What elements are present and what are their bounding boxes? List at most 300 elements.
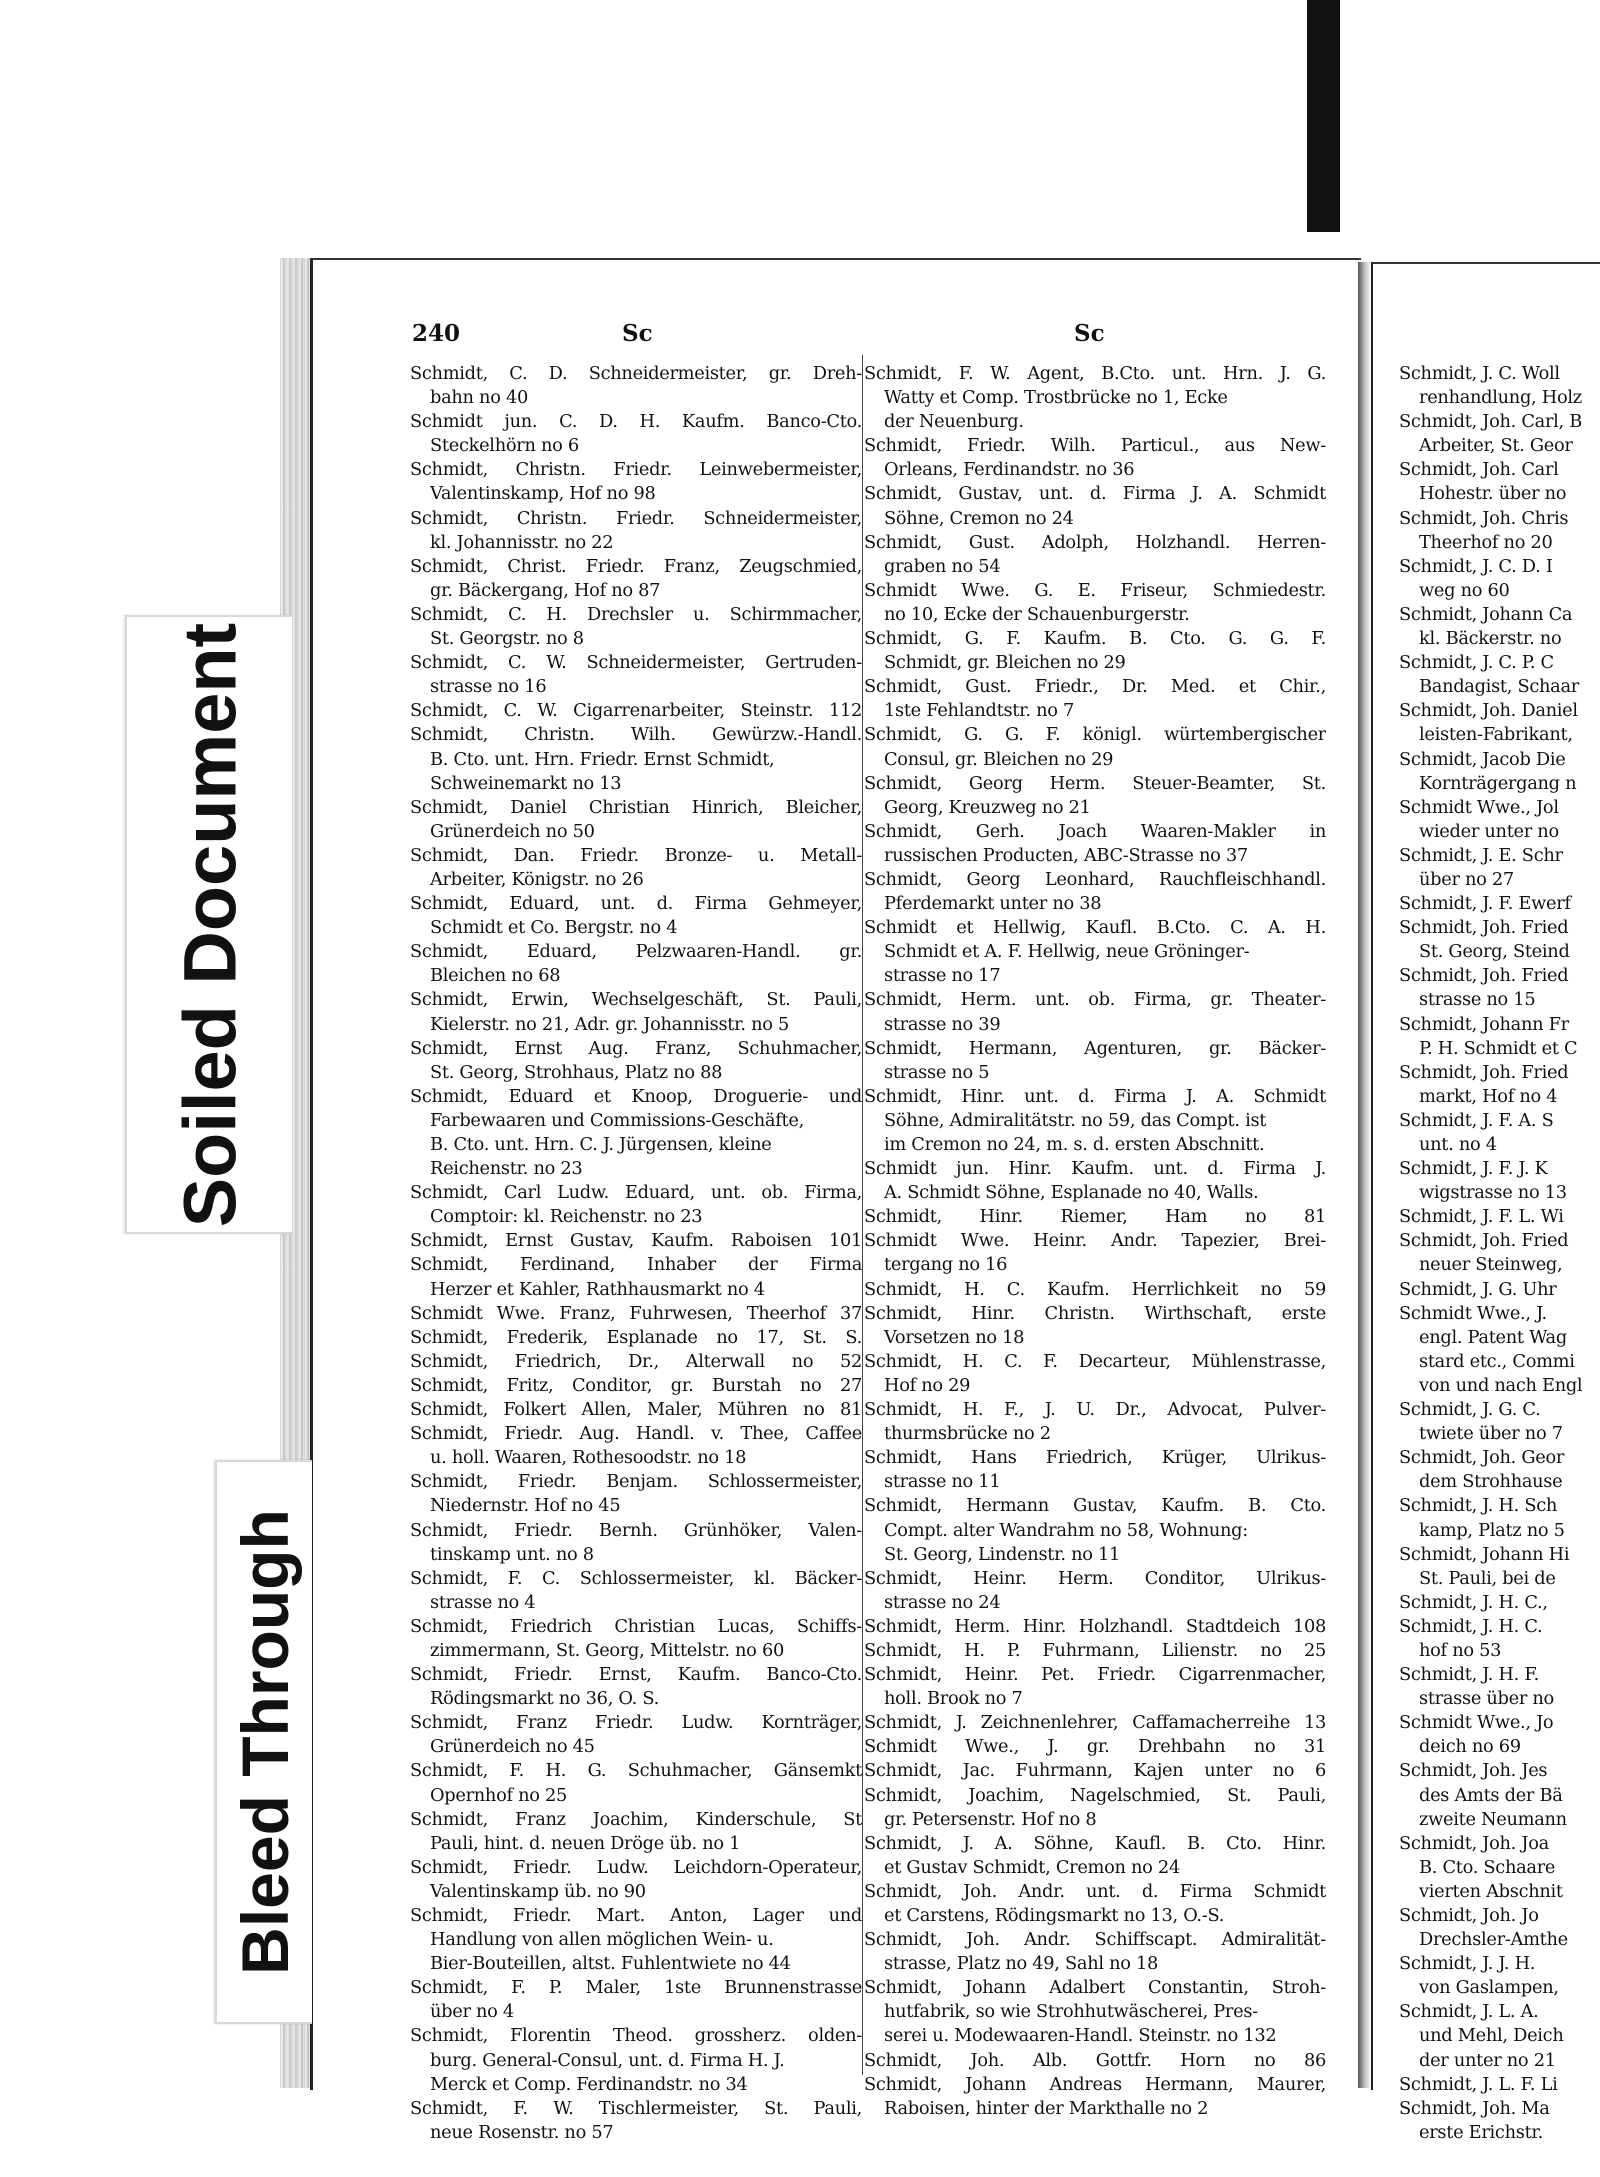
entry-line: Schmidt, C. D. Schneidermeister, gr. Dreh- <box>410 363 862 384</box>
entry-continuation: von Gaslampen, <box>1419 1977 1559 1999</box>
directory-entry <box>410 555 862 603</box>
entry-line: Schmidt, J. A. Söhne, Kaufl. B. Cto. Hinr. <box>864 1832 1326 1854</box>
entry-line: Schmidt, J. C. Woll <box>1399 363 1560 384</box>
entry-continuation: Consul, gr. Bleichen no 29 <box>884 748 1114 770</box>
entry-line: Schmidt, J. H. C. <box>1399 1615 1543 1637</box>
entry-line: Schmidt, Georg Herm. Steuer-Beamter, St. <box>864 772 1326 794</box>
entry-line: Schmidt, Joh. Andr. unt. d. Firma Schmidt <box>864 1880 1326 1902</box>
directory-entry <box>1399 1350 1600 1374</box>
entry-line: Schmidt, Joh. Fried <box>1399 965 1569 987</box>
entry-line: Schmidt, H. P. Fuhrmann, Lilienstr. no 25 <box>864 1639 1326 1661</box>
book-gutter <box>1358 262 1371 2088</box>
directory-entry <box>864 410 1326 434</box>
entry-continuation: Steckelhörn no 6 <box>430 435 579 457</box>
entry-line: Schmidt, Gustav, unt. d. Firma J. A. Schmidt <box>864 483 1326 505</box>
entry-continuation: renhandlung, Holz <box>1419 387 1582 409</box>
entry-line: Schmidt, Joh. Carl, B <box>1399 411 1583 433</box>
directory-entry <box>864 2073 1326 2121</box>
entry-continuation: Niedernstr. Hof no 45 <box>430 1495 621 1517</box>
directory-entry <box>1399 1109 1600 1157</box>
entry-line: Schmidt, Johann Hi <box>1399 1543 1570 1565</box>
entry-line: Schmidt, Gerh. Joach Waaren-Makler in <box>864 820 1326 842</box>
directory-entry <box>1399 1663 1600 1711</box>
entry-continuation: kl. Johannisstr. no 22 <box>430 531 614 553</box>
entry-line: Schmidt, Jacob Die <box>1399 748 1566 770</box>
entry-continuation: u. holl. Waaren, Rothesoodstr. no 18 <box>430 1447 747 1469</box>
entry-continuation: zimmermann, St. Georg, Mittelstr. no 60 <box>430 1639 784 1661</box>
directory-entry <box>864 1567 1326 1615</box>
entry-line: Schmidt, C. W. Schneidermeister, Gertruden- <box>410 652 862 674</box>
directory-entry <box>864 1784 1326 1832</box>
entry-continuation: strasse no 17 <box>884 965 1001 987</box>
directory-entry <box>1399 1446 1600 1494</box>
directory-entry <box>1399 796 1600 844</box>
book-binding-edge <box>1307 0 1340 232</box>
directory-entry <box>410 603 862 651</box>
entry-line: Schmidt, Franz Friedr. Ludw. Kornträger, <box>410 1712 862 1734</box>
directory-entry <box>410 1229 862 1253</box>
entry-line: Schmidt Wwe. Heinr. Andr. Tapezier, Brei- <box>864 1230 1326 1252</box>
entry-line: Schmidt, Joh. Geor <box>1399 1447 1565 1469</box>
entry-line: Schmidt, Eduard et Knoop, Droguerie- und <box>410 1085 862 1107</box>
directory-entry <box>864 723 1326 771</box>
directory-entry <box>410 1302 862 1326</box>
directory-entry <box>864 1615 1326 1639</box>
directory-entry <box>410 1037 862 1085</box>
directory-entry <box>1399 1374 1600 1398</box>
directory-entry <box>864 820 1326 868</box>
entry-line: Schmidt, Hinr. Christn. Wirthschaft, erste <box>864 1302 1326 1324</box>
entry-continuation: serei u. Modewaaren-Handl. Steinstr. no 132 <box>884 2025 1277 2047</box>
entry-continuation: Merck et Comp. Ferdinandstr. no 34 <box>430 2073 748 2095</box>
entry-continuation: kamp, Platz no 5 <box>1419 1519 1565 1541</box>
entry-continuation: erste Erichstr. <box>1419 2121 1544 2143</box>
entry-line: Schmidt, J. F. A. S <box>1399 1109 1554 1131</box>
column-divider <box>862 355 863 2075</box>
entry-continuation: Opernhof no 25 <box>430 1784 568 1806</box>
entry-continuation: kl. Bäckerstr. no <box>1419 628 1562 650</box>
directory-entry <box>864 1350 1326 1398</box>
entry-line: Schmidt, Hans Friedrich, Krüger, Ulrikus- <box>864 1447 1326 1469</box>
directory-entry <box>1399 1013 1600 1061</box>
entry-line: Schmidt, Herm. unt. ob. Firma, gr. Theater- <box>864 989 1326 1011</box>
entry-continuation: Comptoir: kl. Reichenstr. no 23 <box>430 1206 703 1228</box>
entry-line: Schmidt, Joh. Daniel <box>1399 700 1578 722</box>
entry-continuation: gr. Bäckergang, Hof no 87 <box>430 579 661 601</box>
entry-continuation: B. Cto. unt. Hrn. C. J. Jürgensen, kleine <box>430 1134 772 1155</box>
entry-line: Schmidt, Eduard, Pelzwaaren-Handl. gr. <box>410 941 862 963</box>
directory-entry <box>864 1494 1326 1542</box>
entry-continuation: Kornträgergang n <box>1419 772 1577 794</box>
directory-entry <box>410 1253 862 1301</box>
directory-entry <box>1399 1205 1600 1229</box>
entry-line: Schmidt, Herm. Hinr. Holzhandl. Stadtdeich 108 <box>864 1615 1326 1637</box>
entry-line: Schmidt, Johann Adalbert Constantin, Stroh- <box>864 1977 1326 1999</box>
entry-continuation: über no 4 <box>430 2001 514 2023</box>
entry-line: Schmidt, Heinr. Pet. Friedr. Cigarrenmacher, <box>864 1664 1326 1686</box>
directory-entry <box>1399 2049 1600 2073</box>
entry-continuation: Watty et Comp. Trostbrücke no 1, Ecke <box>884 387 1228 409</box>
directory-entry <box>1399 651 1600 699</box>
entry-continuation: Grünerdeich no 45 <box>430 1736 595 1758</box>
directory-entry <box>410 1856 862 1904</box>
entry-continuation: unt. no 4 <box>1419 1134 1497 1155</box>
entry-continuation: Handlung von allen möglichen Wein- u. <box>430 1929 774 1951</box>
entry-continuation: vierten Abschnit <box>1419 1880 1563 1902</box>
directory-entry <box>1399 892 1600 916</box>
entry-line: Schmidt, Joh. Andr. Schiffscapt. Admiralität- <box>864 1929 1326 1951</box>
directory-entry <box>410 362 862 410</box>
directory-entry <box>1399 1759 1600 1807</box>
directory-entry <box>864 2024 1326 2048</box>
directory-entry <box>864 675 1326 723</box>
entry-continuation: deich no 69 <box>1419 1736 1521 1758</box>
directory-entry <box>1399 1278 1600 1302</box>
entry-line: Schmidt, Eduard, unt. d. Firma Gehmeyer, <box>410 893 862 915</box>
entry-continuation: 1ste Fehlandtstr. no 7 <box>884 700 1075 722</box>
entry-line: Schmidt Wwe., Jo <box>1399 1712 1554 1734</box>
entry-continuation: hof no 53 <box>1419 1639 1502 1661</box>
middle-column <box>864 362 1326 2121</box>
entry-line: Schmidt, F. C. Schlossermeister, kl. Bäcker- <box>410 1567 862 1589</box>
entry-continuation: Orleans, Ferdinandstr. no 36 <box>884 459 1135 481</box>
left-column <box>410 362 862 2145</box>
directory-entry <box>1399 458 1600 506</box>
directory-entry <box>1399 555 1600 603</box>
directory-entry <box>864 1880 1326 1928</box>
directory-entry <box>410 1470 862 1518</box>
entry-continuation: P. H. Schmidt et C <box>1419 1037 1578 1059</box>
soiled-document-tab <box>125 615 292 1234</box>
entry-line: Schmidt, Folkert Allen, Maler, Mühren no 81 <box>410 1399 862 1421</box>
entry-line: Schmidt, Franz Joachim, Kinderschule, St <box>410 1808 862 1830</box>
entry-line: Schmidt, Joh. Fried <box>1399 1061 1569 1083</box>
directory-entry <box>410 699 862 723</box>
entry-continuation: gr. Petersenstr. Hof no 8 <box>884 1808 1097 1830</box>
directory-entry <box>410 796 862 844</box>
entry-line: Schmidt, Fritz, Conditor, gr. Burstah no 27 <box>410 1374 862 1396</box>
entry-line: Schmidt, Joh. Carl <box>1399 459 1559 481</box>
entry-continuation: Valentinskamp üb. no 90 <box>430 1880 646 1902</box>
directory-entry <box>410 844 862 892</box>
entry-line: Schmidt, F. W. Agent, B.Cto. unt. Hrn. J. G. <box>864 363 1326 384</box>
directory-entry <box>864 2049 1326 2073</box>
entry-line: Schmidt, Joh. Jo <box>1399 1905 1539 1926</box>
directory-entry <box>1399 362 1600 410</box>
entry-line: Schmidt, Hermann Gustav, Kaufm. B. Cto. <box>864 1495 1326 1517</box>
directory-entry <box>1399 603 1600 651</box>
directory-entry <box>864 531 1326 579</box>
directory-entry <box>410 651 862 699</box>
entry-continuation: Schmidt et Co. Bergstr. no 4 <box>430 917 678 939</box>
entry-line: Schmidt, J. L. A. <box>1399 2001 1539 2023</box>
entry-continuation: St. Georgstr. no 8 <box>430 628 584 650</box>
entry-continuation: der unter no 21 <box>1419 2049 1556 2071</box>
entry-continuation: neuer Steinweg, <box>1419 1254 1563 1276</box>
entry-continuation: twiete über no 7 <box>1419 1423 1563 1445</box>
directory-entry <box>864 1663 1326 1711</box>
entry-line: Schmidt, Friedr. Wilh. Particul., aus New- <box>864 435 1326 457</box>
soiled-document-label: Soiled Document <box>168 622 251 1227</box>
entry-continuation: des Amts der Bä <box>1419 1784 1563 1806</box>
entry-continuation: markt, Hof no 4 <box>1419 1085 1558 1107</box>
entry-line: Schmidt jun. C. D. H. Kaufm. Banco-Cto. <box>410 411 862 433</box>
entry-continuation: graben no 54 <box>884 555 1001 577</box>
directory-entry <box>1399 844 1600 892</box>
directory-entry <box>864 362 1326 410</box>
entry-line: Schmidt, Johann Ca <box>1399 603 1573 625</box>
directory-entry <box>864 1398 1326 1446</box>
entry-line: Schmidt, Hermann, Agenturen, gr. Bäcker- <box>864 1037 1326 1059</box>
directory-entry <box>864 964 1326 988</box>
entry-line: Schmidt, J. F. Ewerf <box>1399 893 1571 915</box>
directory-entry <box>410 1663 862 1711</box>
entry-line: Schmidt et Hellwig, Kaufl. B.Cto. C. A. H. <box>864 917 1326 939</box>
directory-entry <box>410 1422 862 1470</box>
directory-entry <box>864 1229 1326 1277</box>
entry-line: Schmidt, Heinr. Herm. Conditor, Ulrikus- <box>864 1567 1326 1589</box>
entry-line: Schmidt, Friedr. Benjam. Schlossermeister, <box>410 1471 862 1493</box>
entry-continuation: Rödingsmarkt no 36, O. S. <box>430 1688 659 1710</box>
entry-continuation: holl. Brook no 7 <box>884 1688 1023 1710</box>
entry-continuation: St. Georg, Lindenstr. no 11 <box>884 1543 1121 1565</box>
entry-line: Schmidt, H. F., J. U. Dr., Advocat, Pulver- <box>864 1399 1326 1421</box>
entry-line: Schmidt, Joh. Fried <box>1399 1230 1569 1252</box>
entry-continuation: Schweinemarkt no 13 <box>430 772 622 794</box>
directory-entry <box>864 1157 1326 1205</box>
directory-entry <box>410 1374 862 1398</box>
entry-continuation: tergang no 16 <box>884 1254 1008 1276</box>
directory-entry <box>1399 1952 1600 2000</box>
entry-continuation: St. Georg, Steind <box>1419 941 1570 963</box>
directory-entry <box>1399 1904 1600 1952</box>
directory-entry <box>1399 2073 1600 2097</box>
entry-line: Schmidt, Gust. Adolph, Holzhandl. Herren- <box>864 531 1326 553</box>
entry-continuation: tinskamp unt. no 8 <box>430 1543 594 1565</box>
entry-line: Schmidt, Joachim, Nagelschmied, St. Pauli, <box>864 1784 1326 1806</box>
entry-line: Schmidt, Ernst Gustav, Kaufm. Raboisen 101 <box>410 1230 862 1252</box>
directory-entry <box>410 1711 862 1759</box>
directory-entry <box>1399 2000 1600 2048</box>
entry-line: Schmidt, J. E. Schr <box>1399 844 1563 866</box>
entry-continuation: strasse über no <box>1419 1688 1554 1710</box>
directory-entry <box>410 1326 862 1350</box>
directory-entry <box>864 1832 1326 1880</box>
entry-line: Schmidt, Friedr. Ernst, Kaufm. Banco-Cto. <box>410 1664 862 1686</box>
entry-line: Schmidt Wwe., J. gr. Drehbahn no 31 <box>864 1736 1326 1758</box>
directory-entry <box>864 1759 1326 1783</box>
entry-continuation: Herzer et Kahler, Rathhausmarkt no 4 <box>430 1278 765 1300</box>
entry-line: Schmidt, Ernst Aug. Franz, Schuhmacher, <box>410 1037 862 1059</box>
entry-continuation: bahn no 40 <box>430 387 528 409</box>
directory-entry <box>1399 2097 1600 2145</box>
entry-line: Schmidt, Friedr. Mart. Anton, Lager und <box>410 1905 862 1926</box>
entry-line: Schmidt, J. L. F. Li <box>1399 2073 1558 2095</box>
entry-line: Schmidt, J. H. Sch <box>1399 1495 1558 1517</box>
directory-entry <box>410 892 862 940</box>
entry-continuation: Schmidt, gr. Bleichen no 29 <box>884 652 1126 674</box>
bleed-through-tab <box>215 1460 312 2024</box>
directory-entry <box>864 1446 1326 1494</box>
entry-continuation: strasse no 15 <box>1419 989 1536 1011</box>
entry-line: Schmidt, J. Zeichnenlehrer, Caffamacherreihe 13 <box>864 1712 1326 1734</box>
entry-line: Schmidt, Christn. Friedr. Schneidermeister, <box>410 507 862 529</box>
entry-line: Schmidt, Friedr. Bernh. Grünhöker, Valen- <box>410 1519 862 1541</box>
entry-line: Schmidt, Georg Leonhard, Rauchfleischhandl. <box>864 868 1326 890</box>
directory-entry <box>1399 1543 1600 1591</box>
entry-line: Schmidt, Hinr. unt. d. Firma J. A. Schmidt <box>864 1085 1326 1107</box>
entry-continuation: der Neuenburg. <box>884 411 1024 433</box>
entry-continuation: Söhne, Admiralitätstr. no 59, das Compt. ist <box>884 1109 1267 1131</box>
directory-entry <box>864 1302 1326 1350</box>
entry-continuation: über no 27 <box>1419 868 1514 890</box>
directory-entry <box>864 988 1326 1036</box>
entry-continuation: Söhne, Cremon no 24 <box>884 507 1074 529</box>
entry-continuation: dem Strohhause <box>1419 1471 1563 1493</box>
entry-line: Schmidt jun. Hinr. Kaufm. unt. d. Firma J. <box>864 1158 1326 1180</box>
entry-line: Schmidt, G. F. Kaufm. B. Cto. G. G. F. <box>864 628 1326 650</box>
entry-continuation: et Carstens, Rödingsmarkt no 13, O.-S. <box>884 1905 1225 1926</box>
entry-continuation: Arbeiter, Königstr. no 26 <box>430 868 644 890</box>
entry-continuation: Pferdemarkt unter no 38 <box>884 893 1102 915</box>
directory-entry <box>1399 1398 1600 1446</box>
entry-continuation: B. Cto. Schaare <box>1419 1856 1556 1878</box>
entry-continuation: St. Georg, Strohhaus, Platz no 88 <box>430 1061 723 1083</box>
directory-entry <box>1399 1711 1600 1759</box>
entry-line: Schmidt, J. G. Uhr <box>1399 1278 1557 1300</box>
entry-continuation: strasse no 24 <box>884 1591 1001 1613</box>
directory-entry <box>864 1278 1326 1302</box>
directory-entry <box>410 1398 862 1422</box>
directory-entry <box>864 916 1326 964</box>
entry-line: Schmidt, Joh. Joa <box>1399 1832 1549 1854</box>
entry-continuation: strasse no 5 <box>884 1061 990 1083</box>
entry-continuation: Bandagist, Schaar <box>1419 676 1579 698</box>
directory-entry <box>410 507 862 555</box>
entry-line: Schmidt, Joh. Alb. Gottfr. Horn no 86 <box>864 2049 1326 2071</box>
directory-entry <box>410 1133 862 1157</box>
directory-entry <box>1399 507 1600 555</box>
directory-entry <box>410 1181 862 1229</box>
directory-entry <box>864 1133 1326 1157</box>
directory-entry <box>864 1976 1326 2024</box>
entry-line: Schmidt Wwe., J. <box>1399 1302 1547 1324</box>
entry-line: Schmidt, C. W. Cigarrenarbeiter, Steinstr. 112 <box>410 700 862 722</box>
entry-continuation: wieder unter no <box>1419 820 1559 842</box>
entry-line: Schmidt, Carl Ludw. Eduard, unt. ob. Firma, <box>410 1182 862 1204</box>
entry-line: Schmidt, F. H. G. Schuhmacher, Gänsemkt <box>410 1760 862 1782</box>
entry-continuation: Valentinskamp, Hof no 98 <box>430 483 656 505</box>
entry-continuation: Compt. alter Wandrahm no 58, Wohnung: <box>884 1519 1248 1541</box>
directory-entry <box>410 1904 862 1952</box>
directory-entry <box>864 1735 1326 1759</box>
directory-entry <box>1399 1061 1600 1109</box>
entry-line: Schmidt, Jac. Fuhrmann, Kajen unter no 6 <box>864 1760 1326 1782</box>
entry-continuation: im Cremon no 24, m. s. d. ersten Abschnitt. <box>884 1134 1265 1155</box>
entry-line: Schmidt, Joh. Jes <box>1399 1760 1548 1782</box>
entry-line: Schmidt, Frederik, Esplanade no 17, St. S. <box>410 1326 862 1348</box>
directory-entry <box>864 772 1326 820</box>
directory-entry <box>410 940 862 988</box>
directory-entry <box>1399 1157 1600 1205</box>
entry-continuation: Bleichen no 68 <box>430 965 561 987</box>
directory-entry <box>1399 1302 1600 1350</box>
directory-entry <box>864 482 1326 530</box>
entry-line: Schmidt Wwe. Franz, Fuhrwesen, Theerhof 37 <box>410 1302 862 1324</box>
entry-continuation: Reichenstr. no 23 <box>430 1158 583 1180</box>
directory-entry <box>410 723 862 771</box>
bleed-through-label: Bleed Through <box>227 1509 302 1975</box>
entry-line: Schmidt, Dan. Friedr. Bronze- u. Metall- <box>410 844 862 866</box>
entry-continuation: Hof no 29 <box>884 1374 971 1396</box>
entry-continuation: strasse no 39 <box>884 1013 1001 1035</box>
entry-continuation: Arbeiter, St. Geor <box>1419 435 1573 457</box>
entry-line: Schmidt Wwe. G. E. Friseur, Schmiedestr. <box>864 579 1326 601</box>
entry-continuation: strasse, Platz no 49, Sahl no 18 <box>884 1953 1159 1975</box>
entry-line: Schmidt, J. J. H. <box>1399 1953 1536 1975</box>
entry-line: Schmidt, Friedrich, Dr., Alterwall no 52 <box>410 1350 862 1372</box>
directory-entry <box>864 1037 1326 1085</box>
directory-entry <box>1399 699 1600 747</box>
entry-line: Schmidt, H. C. Kaufm. Herrlichkeit no 59 <box>864 1278 1326 1300</box>
entry-continuation: strasse no 4 <box>430 1591 536 1613</box>
directory-entry <box>410 1567 862 1615</box>
directory-entry <box>864 868 1326 916</box>
directory-entry <box>410 2097 862 2145</box>
entry-continuation: wigstrasse no 13 <box>1419 1182 1567 1204</box>
entry-continuation: Grünerdeich no 50 <box>430 820 595 842</box>
entry-continuation: Kielerstr. no 21, Adr. gr. Johannisstr. no 5 <box>430 1013 790 1035</box>
directory-entry <box>1399 1615 1600 1663</box>
center-running-head: Sc <box>1074 320 1105 347</box>
entry-line: Schmidt, Erwin, Wechselgeschäft, St. Pauli, <box>410 989 862 1011</box>
entry-continuation: von und nach Engl <box>1419 1374 1583 1396</box>
entry-continuation: Georg, Kreuzweg no 21 <box>884 796 1091 818</box>
entry-line: Schmidt, H. C. F. Decarteur, Mühlenstrasse, <box>864 1350 1326 1372</box>
directory-entry <box>410 1759 862 1807</box>
directory-entry <box>410 988 862 1036</box>
entry-continuation: thurmsbrücke no 2 <box>884 1423 1051 1445</box>
entry-line: Schmidt, Christn. Friedr. Leinwebermeister, <box>410 459 862 481</box>
entry-line: Schmidt, Joh. Fried <box>1399 917 1569 939</box>
directory-entry <box>864 1085 1326 1133</box>
directory-entry <box>864 1639 1326 1663</box>
directory-entry <box>410 1615 862 1663</box>
entry-continuation: engl. Patent Wag <box>1419 1326 1567 1348</box>
entry-continuation: und Mehl, Deich <box>1419 2025 1564 2047</box>
entry-continuation: neue Rosenstr. no 57 <box>430 2121 614 2143</box>
right-column <box>1399 362 1600 2145</box>
entry-continuation: leisten-Fabrikant, <box>1419 724 1573 746</box>
directory-entry <box>1399 1832 1600 1880</box>
entry-continuation: A. Schmidt Söhne, Esplanade no 40, Walls. <box>884 1182 1259 1204</box>
entry-line: Schmidt, Daniel Christian Hinrich, Bleicher, <box>410 796 862 818</box>
entry-line: Schmidt, Johann Fr <box>1399 1013 1569 1035</box>
entry-line: Schmidt, J. H. F. <box>1399 1664 1539 1686</box>
entry-continuation: Schmidt et A. F. Hellwig, neue Gröninger- <box>884 941 1250 963</box>
directory-entry <box>864 1928 1326 1976</box>
entry-continuation: Hohestr. über no <box>1419 483 1567 505</box>
entry-continuation: hutfabrik, so wie Strohhutwäscherei, Pres- <box>884 2001 1258 2023</box>
entry-continuation: Farbewaaren und Commissions-Geschäfte, <box>430 1109 804 1131</box>
entry-continuation: zweite Neumann <box>1419 1808 1567 1830</box>
directory-entry <box>410 1808 862 1856</box>
entry-continuation: Bier-Bouteillen, altst. Fuhlentwiete no 44 <box>430 1953 791 1975</box>
entry-line: Schmidt, J. H. C., <box>1399 1591 1548 1613</box>
directory-entry <box>864 1205 1326 1229</box>
entry-continuation: Drechsler-Amthe <box>1419 1929 1568 1951</box>
directory-entry <box>410 2024 862 2072</box>
